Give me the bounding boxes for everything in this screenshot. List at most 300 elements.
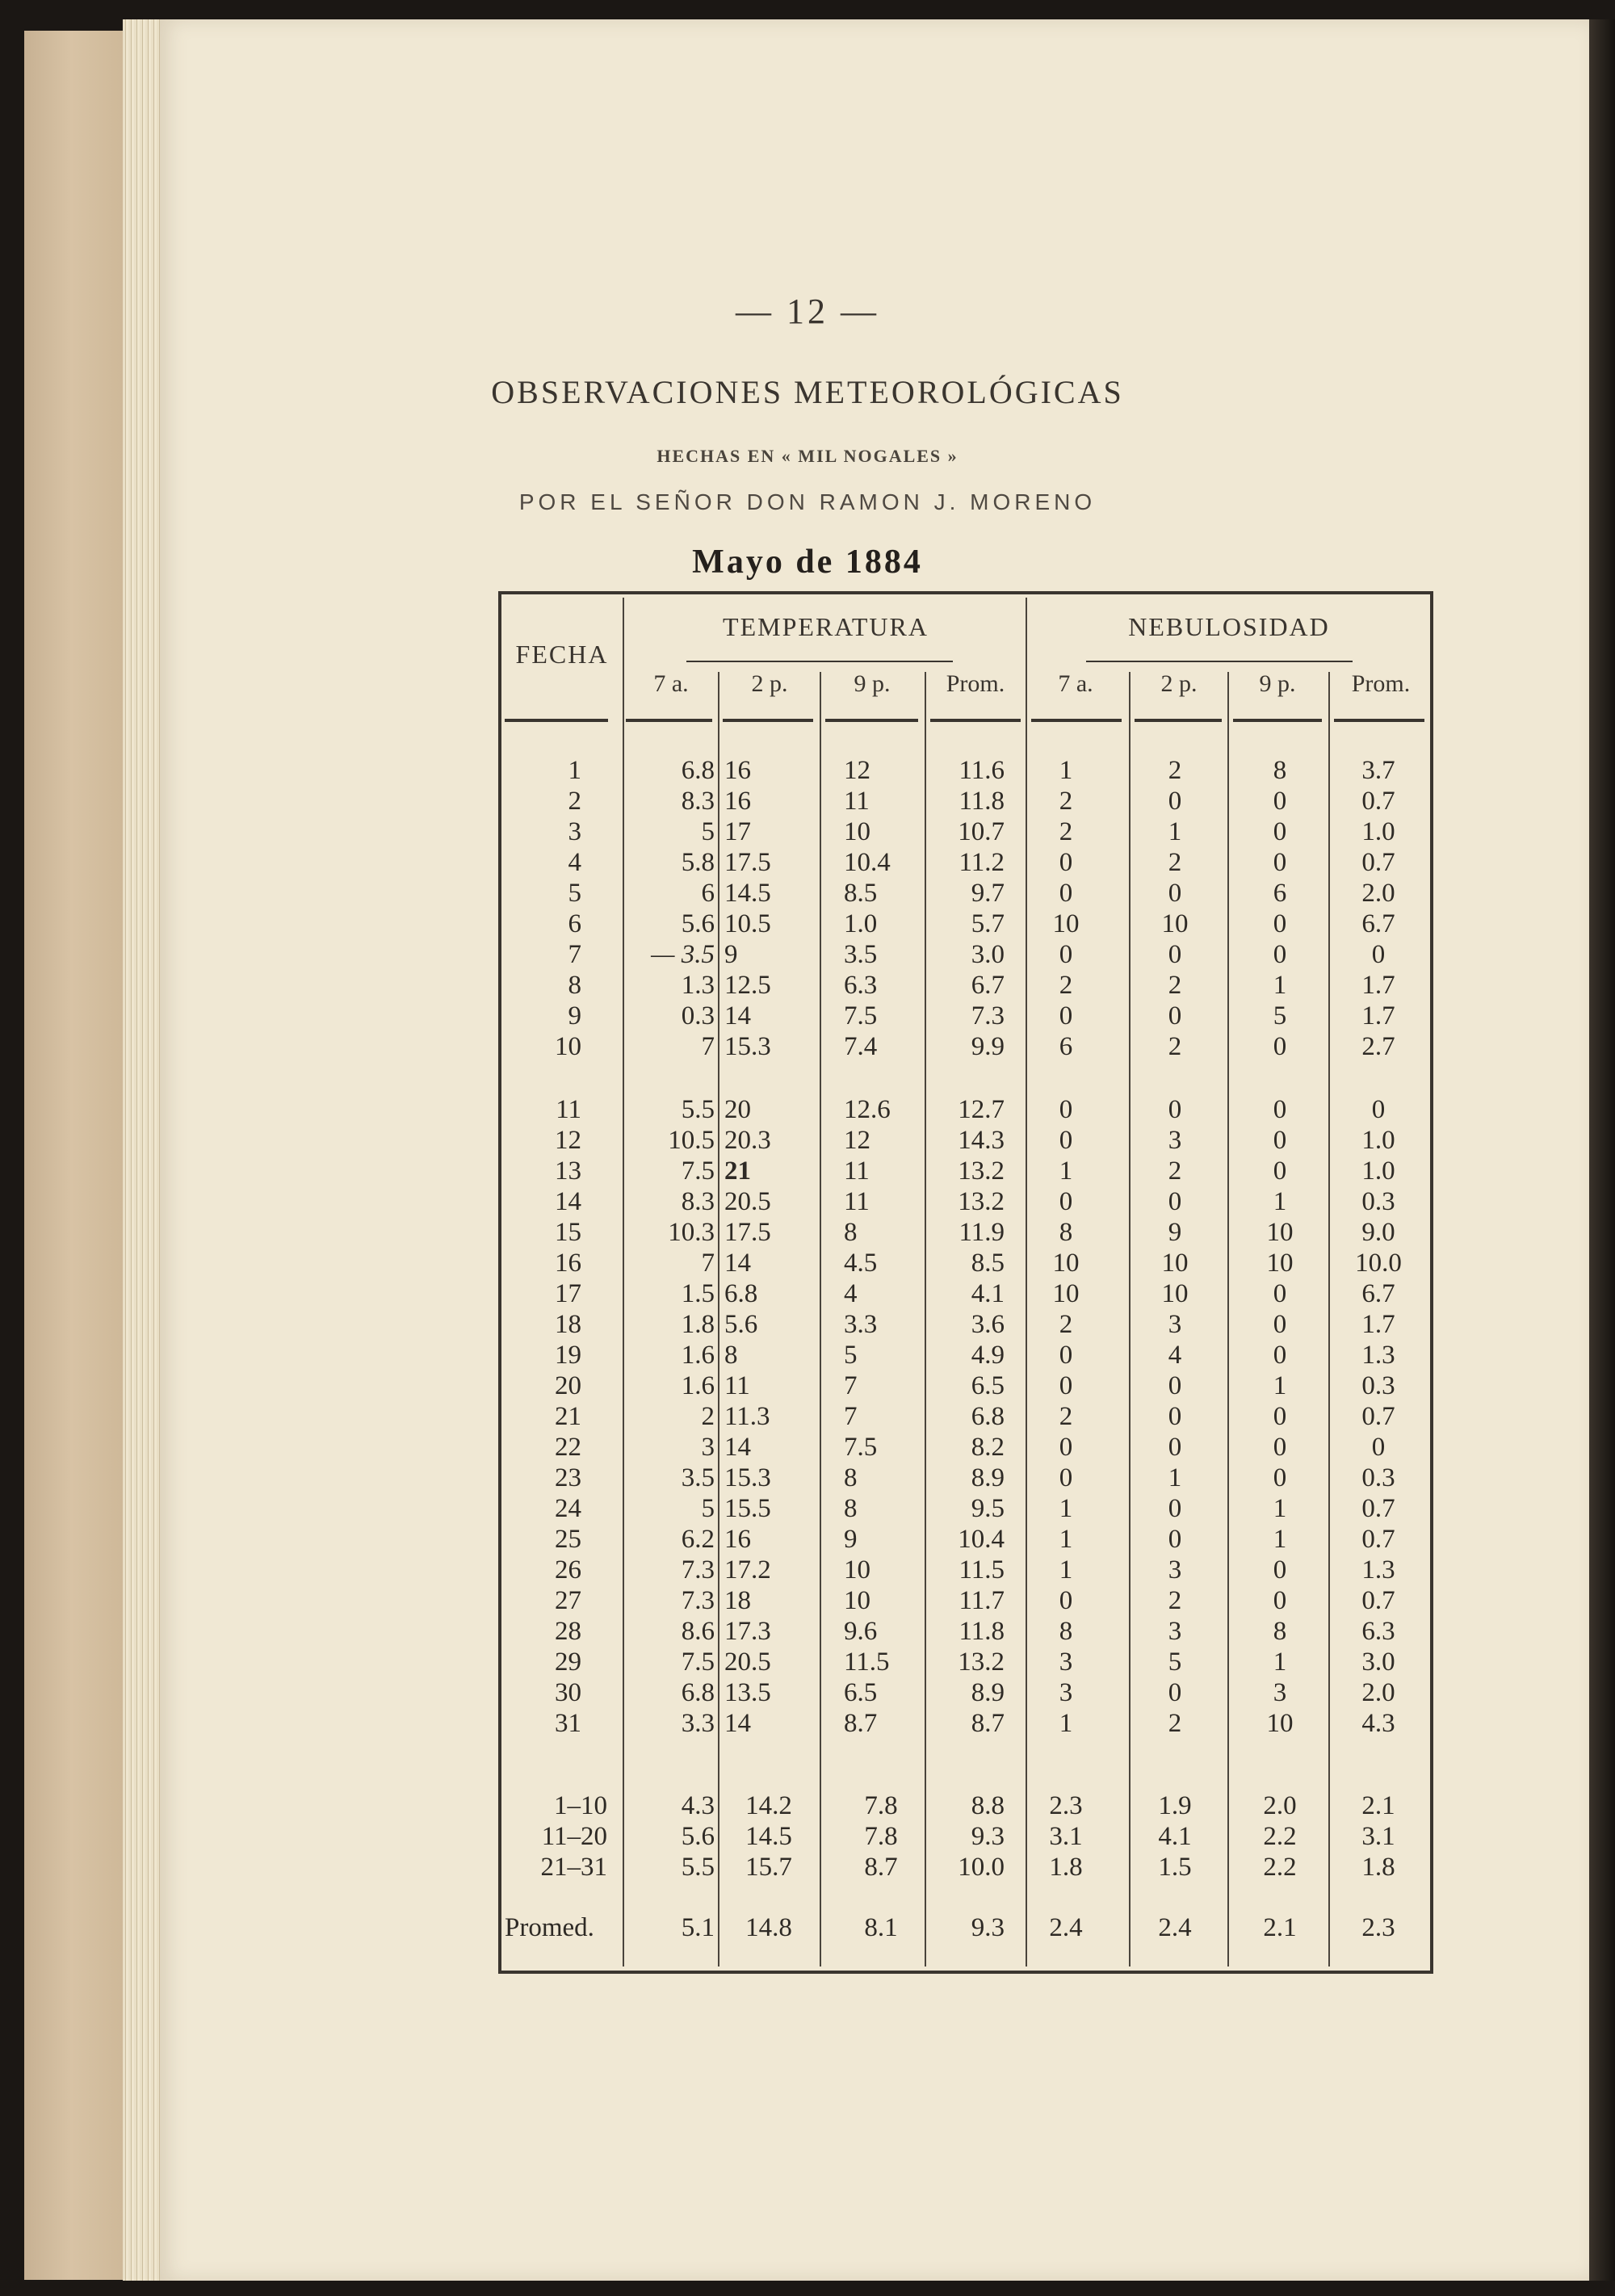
- table-cell-temp-7a: 5: [701, 817, 715, 846]
- table-cell-temp-2p: 15.7: [745, 1853, 792, 1882]
- table-cell-fecha: 27: [555, 1586, 581, 1615]
- table-cell-temp-prom: 6.7: [971, 971, 1005, 1000]
- table-cell-neb-7a: 8: [1059, 1617, 1073, 1646]
- table-cell-temp-7a: 5.6: [681, 1822, 715, 1851]
- table-cell-temp-7a: 7.3: [681, 1586, 715, 1615]
- table-cell-temp-2p: 6.8: [724, 1279, 758, 1308]
- table-cell-neb-9p: 8: [1273, 756, 1287, 785]
- table-cell-neb-7a: 6: [1059, 1032, 1073, 1061]
- table-cell-temp-9p: 11: [844, 787, 870, 816]
- table-cell-temp-2p: 15.3: [724, 1463, 771, 1492]
- table-cell-neb-prom: 2.3: [1361, 1913, 1395, 1942]
- table-cell-neb-prom: 0.7: [1361, 848, 1395, 877]
- subheader-neb-9p: 9 p.: [1259, 670, 1296, 697]
- table-cell-temp-9p: 7.8: [864, 1822, 898, 1851]
- table-cell-neb-9p: 2.2: [1263, 1853, 1297, 1882]
- table-cell-neb-2p: 3: [1168, 1555, 1182, 1585]
- table-cell-neb-2p: 4.1: [1158, 1822, 1192, 1851]
- table-cell-neb-2p: 1.9: [1158, 1791, 1192, 1820]
- table-cell-neb-7a: 2: [1059, 1310, 1073, 1339]
- table-cell-temp-7a: 1.3: [681, 971, 715, 1000]
- table-cell-neb-prom: 0.7: [1361, 1494, 1395, 1523]
- table-cell-fecha: 7: [568, 940, 581, 969]
- table-cell-temp-7a: 5.6: [681, 909, 715, 938]
- table-cell-neb-7a: 10: [1052, 1249, 1080, 1278]
- table-cell-neb-7a: 0: [1059, 1001, 1073, 1030]
- table-cell-neb-9p: 0: [1273, 787, 1287, 816]
- table-cell-neb-2p: 10: [1161, 1279, 1189, 1308]
- table-cell-neb-7a: 1.8: [1049, 1853, 1083, 1882]
- table-cell-neb-7a: 1: [1059, 1525, 1073, 1554]
- subheader-temp-9p: 9 p.: [854, 670, 891, 697]
- table-cell-neb-7a: 0: [1059, 1126, 1073, 1155]
- table-cell-temp-prom: 10.0: [958, 1853, 1005, 1882]
- table-cell-temp-2p: 14: [724, 1001, 751, 1030]
- table-cell-temp-9p: 8: [844, 1494, 858, 1523]
- table-cell-neb-prom: 0.3: [1361, 1187, 1395, 1216]
- table-cell-temp-prom: 9.3: [971, 1822, 1005, 1851]
- table-cell-temp-2p: 15.3: [724, 1032, 771, 1061]
- book-page-edges: [123, 19, 165, 2281]
- table-cell-temp-2p: 14: [724, 1249, 751, 1278]
- table-cell-temp-prom: 8.5: [971, 1249, 1005, 1278]
- table-cell-temp-9p: 8.1: [864, 1913, 898, 1942]
- table-cell-temp-prom: 7.3: [971, 1001, 1005, 1030]
- table-cell-temp-9p: 9.6: [844, 1617, 878, 1646]
- table-cell-neb-2p: 1.5: [1158, 1853, 1192, 1882]
- table-cell-neb-prom: 1.3: [1361, 1555, 1395, 1585]
- table-cell-neb-9p: 1: [1273, 1647, 1287, 1677]
- table-cell-neb-9p: 2.1: [1263, 1913, 1297, 1942]
- table-cell-temp-9p: 3.5: [844, 940, 878, 969]
- table-cell-fecha: 8: [568, 971, 581, 1000]
- table-cell-temp-7a: 10.5: [668, 1126, 715, 1155]
- table-cell-neb-9p: 0: [1273, 1032, 1287, 1061]
- table-cell-neb-9p: 0: [1273, 1310, 1287, 1339]
- table-cell-temp-2p: 10.5: [724, 909, 771, 938]
- table-cell-temp-9p: 1.0: [844, 909, 878, 938]
- subheader-temp-2p: 2 p.: [751, 670, 788, 697]
- table-cell-temp-9p: 4: [844, 1279, 858, 1308]
- table-cell-temp-prom: 8.2: [971, 1433, 1005, 1462]
- table-cell-neb-7a: 0: [1059, 1095, 1073, 1124]
- table-cell-temp-9p: 4.5: [844, 1249, 878, 1278]
- table-cell-temp-2p: 11: [724, 1371, 750, 1400]
- table-cell-neb-9p: 0: [1273, 909, 1287, 938]
- table-cell-temp-2p: 14: [724, 1433, 751, 1462]
- subheader-neb-7a: 7 a.: [1058, 670, 1093, 697]
- table-cell-temp-9p: 8.5: [844, 879, 878, 908]
- group-brace: [686, 661, 953, 662]
- table-cell-neb-9p: 0: [1273, 940, 1287, 969]
- table-cell-neb-9p: 6: [1273, 879, 1287, 908]
- table-cell-temp-7a: 6: [701, 879, 715, 908]
- table-cell-neb-7a: 2.3: [1049, 1791, 1083, 1820]
- table-cell-neb-2p: 9: [1168, 1218, 1182, 1247]
- table-cell-neb-9p: 1: [1273, 1525, 1287, 1554]
- table-cell-neb-2p: 0: [1168, 1187, 1182, 1216]
- table-cell-temp-7a: 3.5: [681, 1463, 715, 1492]
- table-cell-neb-7a: 0: [1059, 1433, 1073, 1462]
- table-cell-temp-prom: 9.7: [971, 879, 1005, 908]
- table-cell-temp-7a: 1.8: [681, 1310, 715, 1339]
- table-cell-neb-9p: 0: [1273, 1279, 1287, 1308]
- table-cell-neb-prom: 0: [1371, 1095, 1386, 1124]
- table-cell-neb-7a: 1: [1059, 1555, 1073, 1585]
- table-cell-neb-7a: 0: [1059, 940, 1073, 969]
- table-cell-neb-9p: 1: [1273, 1187, 1287, 1216]
- table-cell-temp-2p: 20.5: [724, 1187, 771, 1216]
- table-cell-neb-2p: 5: [1168, 1647, 1182, 1677]
- table-cell-temp-7a: 8.3: [681, 787, 715, 816]
- table-cell-neb-2p: 3: [1168, 1310, 1182, 1339]
- table-cell-neb-9p: 5: [1273, 1001, 1287, 1030]
- table-cell-neb-7a: 2.4: [1049, 1913, 1083, 1942]
- table-cell-temp-2p: 8: [724, 1341, 738, 1370]
- table-cell-temp-2p: 13.5: [724, 1678, 771, 1707]
- table-cell-neb-9p: 0: [1273, 1433, 1287, 1462]
- table-cell-temp-prom: 4.9: [971, 1341, 1005, 1370]
- table-cell-temp-prom: 10.7: [958, 817, 1005, 846]
- table-cell-neb-9p: 1: [1273, 1371, 1287, 1400]
- table-cell-temp-2p: 17.2: [724, 1555, 771, 1585]
- header-rule: [505, 719, 608, 722]
- table-cell-neb-2p: 4: [1168, 1341, 1182, 1370]
- table-cell-temp-2p: 14.2: [745, 1791, 792, 1820]
- table-cell-temp-7a: 1.5: [681, 1279, 715, 1308]
- observer-line: POR EL SEÑOR DON RAMON J. MORENO: [518, 489, 1097, 514]
- table-cell-neb-prom: 2.0: [1361, 1678, 1395, 1707]
- table-cell-temp-2p: 14.8: [745, 1913, 792, 1942]
- table-cell-neb-7a: 3: [1059, 1678, 1073, 1707]
- table-cell-temp-prom: 11.8: [959, 1617, 1005, 1646]
- table-cell-fecha: 21–31: [540, 1853, 607, 1882]
- header-rule: [723, 719, 813, 722]
- table-cell-fecha: 6: [568, 909, 581, 938]
- header-rule: [1135, 719, 1222, 722]
- table-cell-temp-7a: 10.3: [668, 1218, 715, 1247]
- table-cell-temp-9p: 8.7: [844, 1709, 878, 1738]
- table-cell-neb-2p: 3: [1168, 1126, 1182, 1155]
- table-cell-temp-7a: 6.2: [681, 1525, 715, 1554]
- subheader-temp-7a: 7 a.: [653, 670, 689, 697]
- table-cell-neb-2p: 0: [1168, 1433, 1182, 1462]
- table-cell-neb-7a: 2: [1059, 817, 1073, 846]
- table-cell-neb-2p: 0: [1168, 879, 1182, 908]
- header-rule: [626, 719, 712, 722]
- table-cell-neb-2p: 0: [1168, 1494, 1182, 1523]
- table-cell-neb-9p: 0: [1273, 848, 1287, 877]
- table-cell-temp-prom: 4.1: [971, 1279, 1005, 1308]
- table-cell-temp-2p: 20.3: [724, 1126, 771, 1155]
- table-cell-neb-2p: 2: [1168, 1156, 1182, 1186]
- table-cell-temp-2p: 14: [724, 1709, 751, 1738]
- table-cell-neb-prom: 1.0: [1361, 1156, 1395, 1186]
- table-cell-neb-9p: 3: [1273, 1678, 1287, 1707]
- table-cell-neb-2p: 2: [1168, 1709, 1182, 1738]
- table-cell-temp-prom: 14.3: [958, 1126, 1005, 1155]
- subheader-temp-prom: Prom.: [946, 670, 1005, 697]
- table-cell-fecha: 3: [568, 817, 581, 846]
- table-cell-temp-2p: 20.5: [724, 1647, 771, 1677]
- table-cell-temp-prom: 11.8: [959, 787, 1005, 816]
- table-cell-temp-9p: 12: [844, 1126, 870, 1155]
- table-cell-temp-prom: 11.6: [959, 756, 1005, 785]
- table-cell-temp-9p: 6.3: [844, 971, 878, 1000]
- page-number: — 12 —: [736, 292, 879, 331]
- table-cell-neb-prom: 3.1: [1361, 1822, 1395, 1851]
- table-cell-temp-2p: 14.5: [745, 1822, 792, 1851]
- table-cell-temp-7a: 8.6: [681, 1617, 715, 1646]
- table-cell-temp-7a: 5.1: [681, 1913, 715, 1942]
- table-cell-neb-2p: 2: [1168, 1586, 1182, 1615]
- table-cell-neb-prom: 1.0: [1361, 817, 1395, 846]
- table-cell-neb-2p: 2: [1168, 756, 1182, 785]
- table-cell-temp-prom: 8.8: [971, 1791, 1005, 1820]
- table-cell-temp-2p: 21: [724, 1156, 751, 1186]
- month-heading: Mayo de 1884: [692, 544, 923, 581]
- table-cell-temp-7a: 3.3: [681, 1709, 715, 1738]
- table-cell-neb-prom: 6.3: [1361, 1617, 1395, 1646]
- table-cell-fecha: 30: [555, 1678, 581, 1707]
- subheader-neb-prom: Prom.: [1351, 670, 1411, 697]
- header-rule: [930, 719, 1021, 722]
- table-cell-temp-prom: 10.4: [958, 1525, 1005, 1554]
- table-cell-neb-prom: 6.7: [1361, 1279, 1395, 1308]
- table-cell-temp-prom: 6.5: [971, 1371, 1005, 1400]
- table-cell-temp-9p: 3.3: [844, 1310, 878, 1339]
- table-cell-temp-prom: 11.2: [959, 848, 1005, 877]
- column-divider: [1328, 672, 1330, 1967]
- table-cell-temp-9p: 12.6: [844, 1095, 891, 1124]
- group-brace: [1086, 661, 1353, 662]
- table-cell-temp-prom: 13.2: [958, 1156, 1005, 1186]
- table-cell-neb-9p: 1: [1273, 1494, 1287, 1523]
- table-cell-neb-prom: 0: [1371, 1433, 1386, 1462]
- table-cell-neb-prom: 4.3: [1361, 1709, 1395, 1738]
- table-cell-neb-prom: 6.7: [1361, 909, 1395, 938]
- table-cell-neb-prom: 2.7: [1361, 1032, 1395, 1061]
- table-cell-neb-2p: 2: [1168, 1032, 1182, 1061]
- table-cell-neb-prom: 1.7: [1361, 971, 1395, 1000]
- table-cell-temp-prom: 9.3: [971, 1913, 1005, 1942]
- table-cell-temp-2p: 15.5: [724, 1494, 771, 1523]
- table-cell-temp-prom: 6.8: [971, 1402, 1005, 1431]
- table-cell-temp-9p: 7: [844, 1402, 858, 1431]
- table-cell-neb-7a: 10: [1052, 1279, 1080, 1308]
- table-cell-neb-2p: 2: [1168, 848, 1182, 877]
- table-cell-temp-prom: 12.7: [958, 1095, 1005, 1124]
- table-cell-neb-2p: 0: [1168, 1402, 1182, 1431]
- table-cell-neb-9p: 0: [1273, 1402, 1287, 1431]
- table-cell-temp-7a: 1.6: [681, 1371, 715, 1400]
- table-cell-temp-9p: 12: [844, 756, 870, 785]
- table-cell-neb-9p: 10: [1266, 1709, 1294, 1738]
- table-cell-fecha: 11–20: [541, 1822, 607, 1851]
- table-cell-neb-2p: 0: [1168, 1095, 1182, 1124]
- table-cell-neb-2p: 0: [1168, 1001, 1182, 1030]
- table-cell-temp-7a: 8.3: [681, 1187, 715, 1216]
- table-cell-temp-prom: 11.9: [959, 1218, 1005, 1247]
- table-cell-temp-2p: 20: [724, 1095, 751, 1124]
- column-divider: [718, 672, 719, 1967]
- table-cell-neb-2p: 0: [1168, 940, 1182, 969]
- table-cell-neb-7a: 0: [1059, 1187, 1073, 1216]
- subheader-neb-2p: 2 p.: [1160, 670, 1198, 697]
- table-cell-neb-prom: 0.3: [1361, 1463, 1395, 1492]
- table-cell-fecha: 5: [568, 879, 581, 908]
- header-rule: [1031, 719, 1122, 722]
- table-cell-fecha: 4: [568, 848, 581, 877]
- table-cell-temp-prom: 13.2: [958, 1187, 1005, 1216]
- table-cell-temp-7a: 7: [701, 1032, 715, 1061]
- table-cell-neb-prom: 0.7: [1361, 1525, 1395, 1554]
- table-cell-temp-prom: 11.7: [959, 1586, 1005, 1615]
- table-cell-neb-7a: 0: [1059, 879, 1073, 908]
- table-cell-temp-2p: 17: [724, 817, 751, 846]
- table-cell-temp-2p: 12.5: [724, 971, 771, 1000]
- table-cell-neb-7a: 3.1: [1049, 1822, 1083, 1851]
- table-cell-fecha: 14: [555, 1187, 581, 1216]
- table-cell-temp-prom: 9.9: [971, 1032, 1005, 1061]
- table-cell-neb-2p: 0: [1168, 1678, 1182, 1707]
- table-cell-temp-prom: 8.9: [971, 1463, 1005, 1492]
- table-cell-temp-2p: 18: [724, 1586, 751, 1615]
- table-cell-temp-7a: 7: [701, 1249, 715, 1278]
- table-cell-fecha: 15: [555, 1218, 581, 1247]
- table-cell-temp-9p: 7.4: [844, 1032, 878, 1061]
- table-cell-neb-9p: 0: [1273, 1095, 1287, 1124]
- table-cell-temp-2p: 16: [724, 1525, 751, 1554]
- table-cell-neb-prom: 2.1: [1361, 1791, 1395, 1820]
- table-cell-temp-9p: 7.8: [864, 1791, 898, 1820]
- table-cell-temp-7a: 3: [701, 1433, 715, 1462]
- nebulosidad-header: NEBULOSIDAD: [1128, 612, 1330, 641]
- table-cell-neb-9p: 8: [1273, 1617, 1287, 1646]
- table-cell-neb-7a: 0: [1059, 848, 1073, 877]
- table-cell-neb-9p: 0: [1273, 1463, 1287, 1492]
- table-cell-neb-7a: 2: [1059, 787, 1073, 816]
- table-cell-temp-prom: 11.5: [959, 1555, 1005, 1585]
- table-cell-neb-7a: 1: [1059, 1156, 1073, 1186]
- table-cell-neb-9p: 1: [1273, 971, 1287, 1000]
- table-cell-neb-7a: 0: [1059, 1586, 1073, 1615]
- table-cell-neb-prom: 1.3: [1361, 1341, 1395, 1370]
- book-gutter-shadow: [1589, 19, 1615, 2281]
- table-cell-fecha: 26: [555, 1555, 581, 1585]
- table-cell-temp-7a: 7.5: [681, 1156, 715, 1186]
- table-cell-temp-9p: 7.5: [844, 1001, 878, 1030]
- table-cell-temp-7a: 6.8: [681, 1678, 715, 1707]
- table-cell-neb-prom: 0.7: [1361, 1402, 1395, 1431]
- column-divider: [925, 672, 926, 1967]
- table-cell-temp-2p: 14.5: [724, 879, 771, 908]
- table-cell-temp-7a: 4.3: [681, 1791, 715, 1820]
- table-cell-fecha: 22: [555, 1433, 581, 1462]
- table-cell-neb-prom: 1.7: [1361, 1001, 1395, 1030]
- table-cell-neb-2p: 2.4: [1158, 1913, 1192, 1942]
- table-cell-temp-7a: 5.5: [681, 1853, 715, 1882]
- column-divider: [1227, 672, 1229, 1967]
- table-cell-temp-9p: 8: [844, 1463, 858, 1492]
- table-cell-neb-prom: 1.8: [1361, 1853, 1395, 1882]
- table-cell-neb-7a: 0: [1059, 1371, 1073, 1400]
- table-cell-neb-9p: 10: [1266, 1249, 1294, 1278]
- table-cell-neb-7a: 2: [1059, 971, 1073, 1000]
- table-cell-fecha: 18: [555, 1310, 581, 1339]
- header-rule: [1233, 719, 1322, 722]
- table-cell-neb-7a: 10: [1052, 909, 1080, 938]
- temperatura-header: TEMPERATURA: [723, 612, 929, 641]
- table-cell-neb-7a: 3: [1059, 1647, 1073, 1677]
- table-cell-neb-7a: 1: [1059, 1494, 1073, 1523]
- table-cell-temp-7a: 7.5: [681, 1647, 715, 1677]
- table-cell-temp-9p: 8.7: [864, 1853, 898, 1882]
- table-cell-temp-2p: 16: [724, 787, 751, 816]
- table-cell-fecha: 1: [568, 756, 581, 785]
- table-cell-neb-2p: 0: [1168, 1525, 1182, 1554]
- table-cell-neb-7a: 1: [1059, 756, 1073, 785]
- table-cell-temp-7a: 6.8: [681, 756, 715, 785]
- table-cell-fecha: Promed.: [505, 1913, 594, 1942]
- table-cell-neb-prom: 9.0: [1361, 1218, 1395, 1247]
- table-cell-neb-9p: 0: [1273, 1126, 1287, 1155]
- table-cell-neb-prom: 10.0: [1355, 1249, 1402, 1278]
- table-cell-fecha: 11: [556, 1095, 581, 1124]
- table-cell-fecha: 9: [568, 1001, 581, 1030]
- table-cell-neb-9p: 0: [1273, 1156, 1287, 1186]
- page-title: OBSERVACIONES METEOROLÓGICAS: [491, 374, 1124, 410]
- table-cell-neb-prom: 1.7: [1361, 1310, 1395, 1339]
- table-cell-temp-2p: 9: [724, 940, 738, 969]
- table-cell-neb-9p: 0: [1273, 1586, 1287, 1615]
- table-cell-neb-prom: 1.0: [1361, 1126, 1395, 1155]
- table-cell-temp-2p: 17.3: [724, 1617, 771, 1646]
- table-cell-fecha: 10: [555, 1032, 581, 1061]
- table-cell-temp-9p: 10: [844, 1555, 870, 1585]
- table-cell-fecha: 13: [555, 1156, 581, 1186]
- table-cell-temp-7a: 5.8: [681, 848, 715, 877]
- table-cell-temp-2p: 17.5: [724, 848, 771, 877]
- table-cell-fecha: 28: [555, 1617, 581, 1646]
- table-cell-fecha: 17: [555, 1279, 581, 1308]
- table-cell-temp-9p: 11: [844, 1156, 870, 1186]
- table-cell-neb-2p: 1: [1168, 1463, 1182, 1492]
- table-cell-neb-2p: 1: [1168, 817, 1182, 846]
- table-cell-neb-9p: 0: [1273, 817, 1287, 846]
- table-cell-neb-9p: 0: [1273, 1341, 1287, 1370]
- table-cell-neb-7a: 0: [1059, 1341, 1073, 1370]
- table-cell-temp-7a: 5: [701, 1494, 715, 1523]
- table-cell-temp-9p: 10.4: [844, 848, 891, 877]
- table-cell-fecha: 23: [555, 1463, 581, 1492]
- table-cell-temp-7a: 5.5: [681, 1095, 715, 1124]
- table-cell-temp-9p: 10: [844, 817, 870, 846]
- table-cell-neb-7a: 1: [1059, 1709, 1073, 1738]
- table-cell-neb-9p: 0: [1273, 1555, 1287, 1585]
- table-cell-temp-prom: 5.7: [971, 909, 1005, 938]
- table-cell-neb-prom: 0: [1371, 940, 1386, 969]
- table-cell-fecha: 21: [555, 1402, 581, 1431]
- table-cell-temp-2p: 17.5: [724, 1218, 771, 1247]
- location-subtitle: HECHAS EN « MIL NOGALES »: [656, 446, 959, 466]
- table-cell-neb-prom: 2.0: [1361, 879, 1395, 908]
- table-cell-temp-7a: 7.3: [681, 1555, 715, 1585]
- table-cell-neb-2p: 10: [1161, 909, 1189, 938]
- table-cell-temp-9p: 7.5: [844, 1433, 878, 1462]
- table-cell-fecha: 19: [555, 1341, 581, 1370]
- table-cell-neb-2p: 2: [1168, 971, 1182, 1000]
